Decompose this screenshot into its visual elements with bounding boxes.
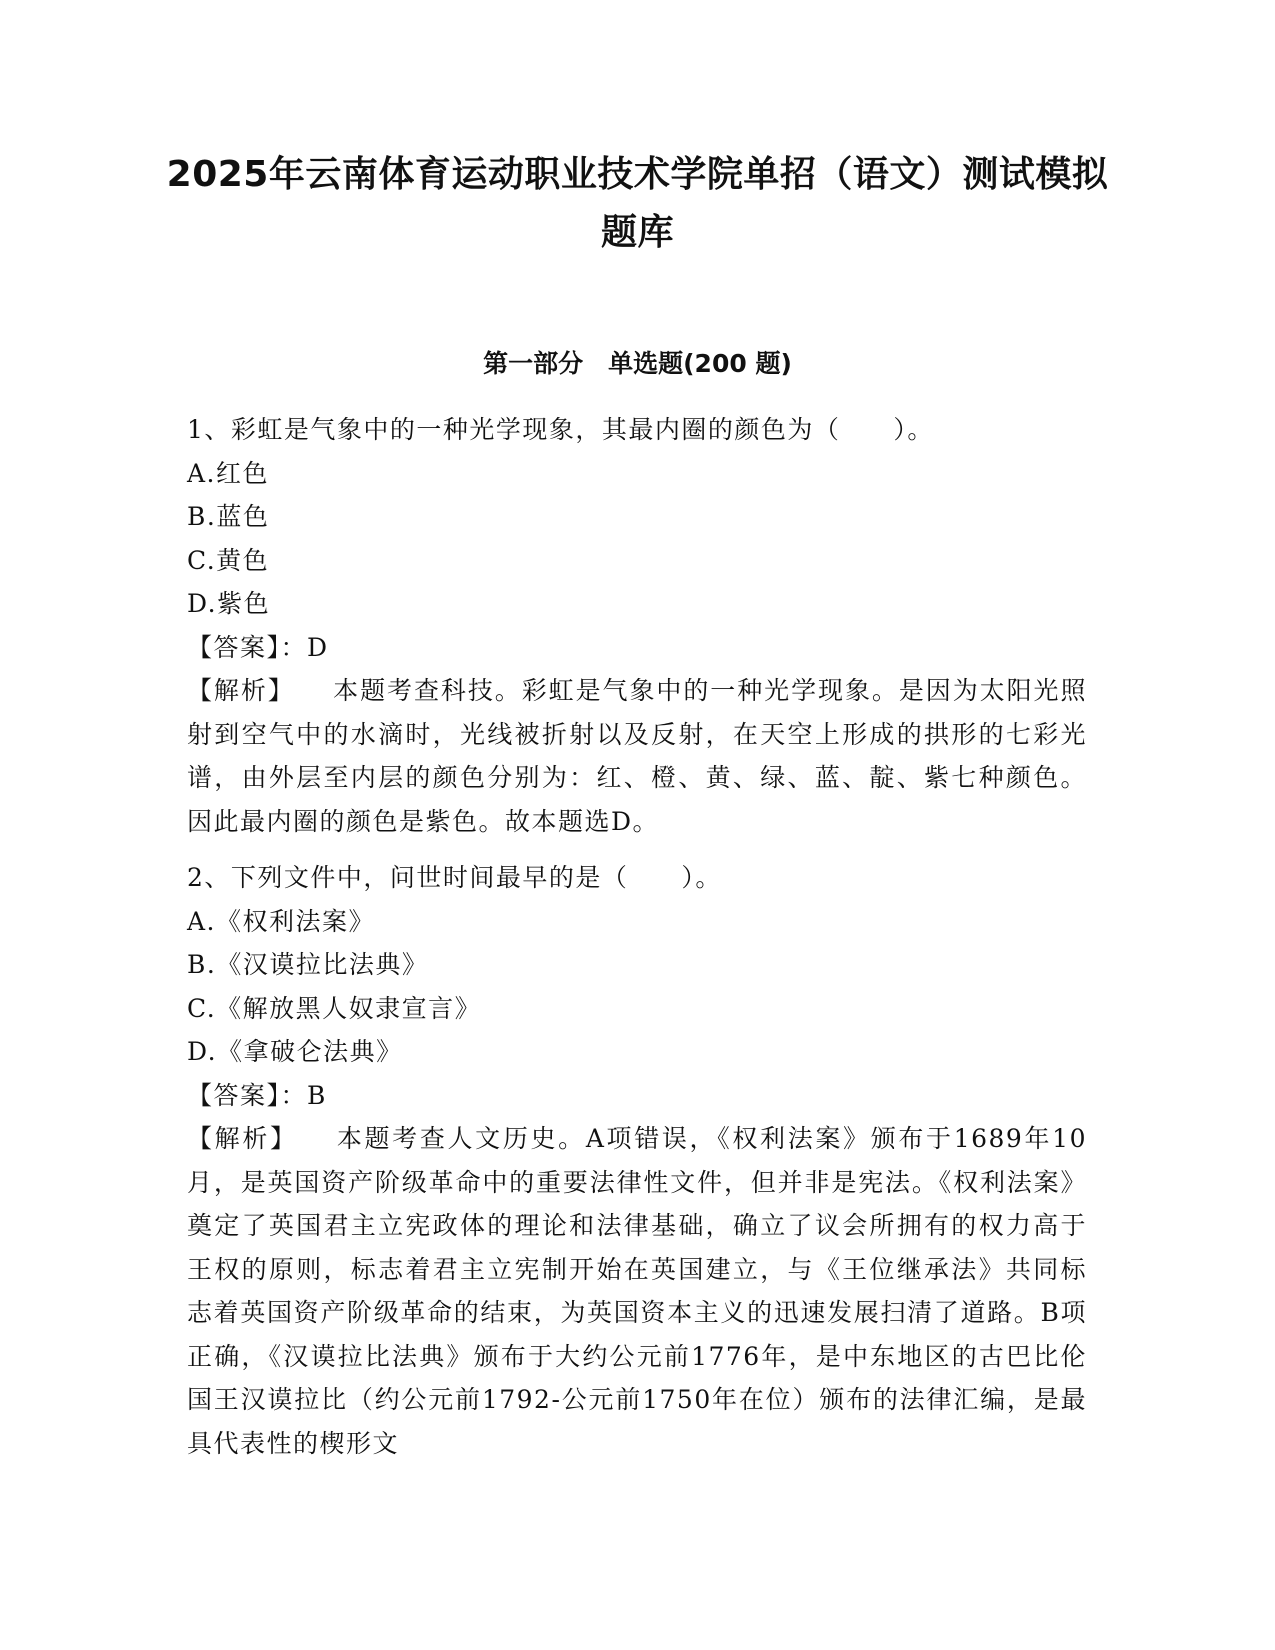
option-b: B.《汉谟拉比法典》 <box>187 950 429 979</box>
document-title: 2025年云南体育运动职业技术学院单招（语文）测试模拟题库 <box>166 154 1109 253</box>
question-list <box>187 408 1087 1478</box>
section-heading: 第一部分 单选题(200 题) <box>483 349 792 378</box>
option-c: C.黄色 <box>187 545 270 575</box>
answer-value: B <box>307 1080 327 1110</box>
analysis-block <box>187 1117 1087 1465</box>
analysis-block <box>187 669 1087 843</box>
question-item <box>187 856 1087 1465</box>
analysis-text: 本题考查人文历史。A项错误，《权利法案》颁布于1689年10月，是英国资产阶级革命中的重要法律性文件，但并非是宪法。《权利法案》奠定了英国君主立宪政体的理论和法律基础，确立了议会所拥有的权力高于王权的原则，标志着君主立宪制开始在英国建立，与《王位继承法》共同标志着英国资产阶级革命的结束，为英国资本主义的迅速发展扫清了道路。B项正确，《汉谟拉比法典》颁布于大约公元前1776年，是中东地区的古巴比伦国王汉谟拉比（约公元前1792-公元前1750年在位）颁布的法律汇编，是最具代表性的楔形文 <box>187 1124 1087 1458</box>
answer-label: 【答案】： <box>187 632 308 662</box>
option-b: B.蓝色 <box>187 502 270 531</box>
option-d: D.《拿破仑法典》 <box>187 1037 403 1066</box>
analysis-label: 【解析】 <box>187 676 295 705</box>
option-a: A.《权利法案》 <box>187 906 376 936</box>
analysis-label: 【解析】 <box>187 1124 298 1153</box>
answer-line <box>187 1074 1087 1118</box>
option-c: C.《解放黑人奴隶宣言》 <box>187 993 482 1023</box>
analysis-text: 本题考查科技。彩虹是气象中的一种光学现象。是因为太阳光照射到空气中的水滴时，光线被折射以及反射，在天空上形成的拱形的七彩光谱，由外层至内层的颜色分别为：红、橙、黄、绿、蓝、靛、紫七种颜色。因此最内圈的颜色是紫色。故本题选D。 <box>187 676 1087 836</box>
question-stem: 2、下列文件中，问世时间最早的是（ ）。 <box>187 863 722 892</box>
question-item <box>187 408 1087 843</box>
option-a: A.红色 <box>187 458 270 488</box>
question-stem: 1、彩虹是气象中的一种光学现象，其最内圈的颜色为（ ）。 <box>187 415 934 444</box>
answer-value: D <box>307 632 329 662</box>
answer-line <box>187 626 1087 670</box>
option-d: D.紫色 <box>187 589 271 618</box>
answer-label: 【答案】： <box>187 1080 308 1110</box>
